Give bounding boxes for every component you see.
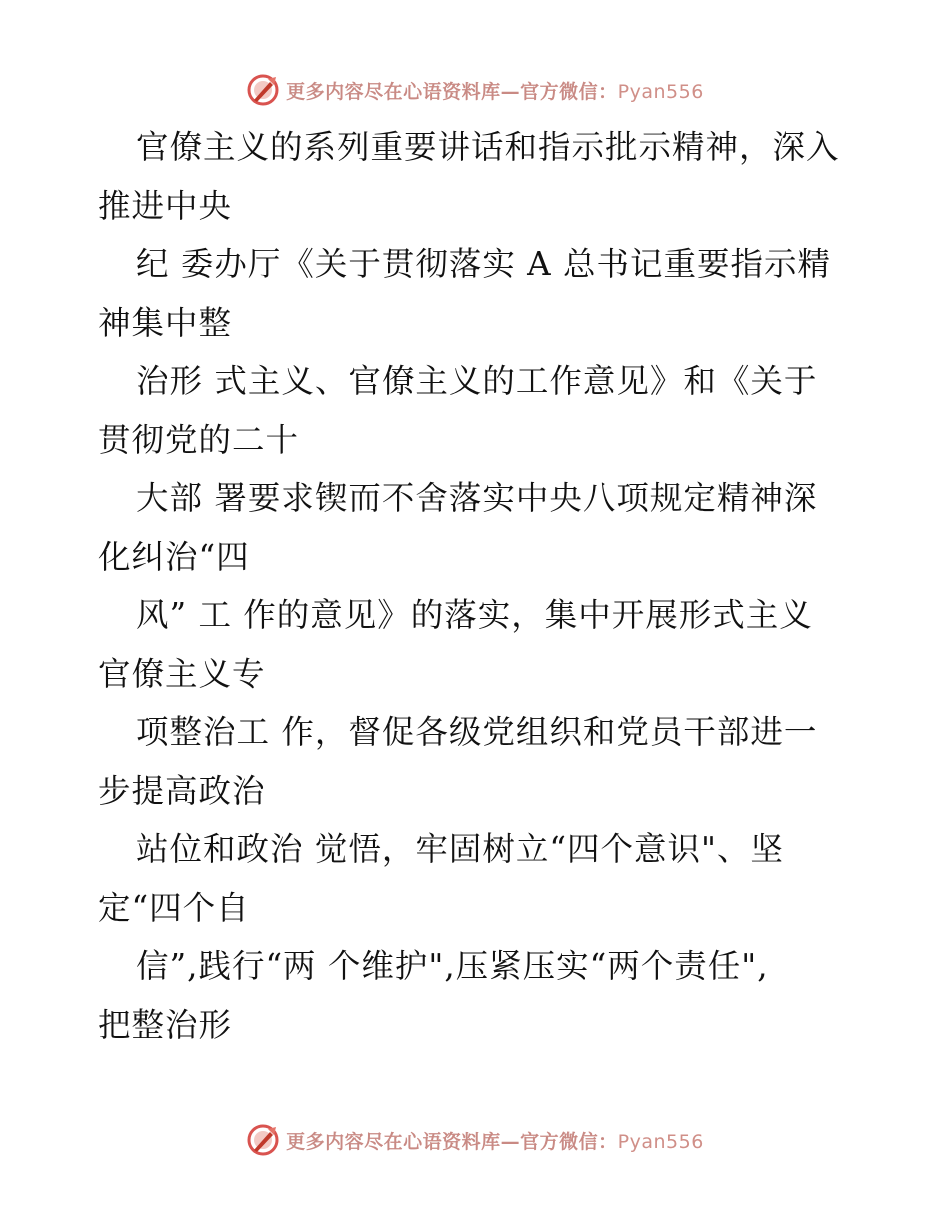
text-line: 大部 署要求锲而不舍落实中央八项规定精神深 xyxy=(136,479,818,517)
text-line: 把整治形 xyxy=(98,1005,233,1044)
text-line: 纪 委办厅《关于贯彻落实 A 总书记重要指示精 xyxy=(136,245,831,283)
text-line: 官僚主义专 xyxy=(98,654,266,693)
text-line: 贯彻党的二十 xyxy=(98,420,300,459)
footer-watermark xyxy=(0,1120,950,1160)
text-line: 步提高政治 xyxy=(98,771,266,810)
text-line: 治形 式主义、官僚主义的工作意见》和《关于 xyxy=(136,362,818,400)
watermark-text: 更多内容尽在心语资料库—官方微信：Pyan556 xyxy=(286,80,704,103)
text-line: 神集中整 xyxy=(98,303,233,342)
text-line: 信”,践行“两 个维护",压紧压实“两个责任", xyxy=(136,947,769,985)
quill-logo-icon xyxy=(246,1123,280,1157)
watermark-text: 更多内容尽在心语资料库—官方微信：Pyan556 xyxy=(286,1130,704,1153)
text-line: 化纠治“四 xyxy=(98,537,250,576)
document-body xyxy=(98,118,878,1054)
text-line: 定“四个自 xyxy=(98,888,250,927)
text-line: 官僚主义的系列重要讲话和指示批示精神，深入 xyxy=(136,128,840,166)
text-line: 推进中央 xyxy=(98,186,233,225)
text-line: 站位和政治 觉悟，牢固树立“四个意识"、坚 xyxy=(136,830,784,868)
header-watermark xyxy=(0,70,950,110)
text-line: 项整治工 作，督促各级党组织和党员干部进一 xyxy=(136,713,818,751)
quill-logo-icon xyxy=(246,73,280,107)
text-line: 风” 工 作的意见》的落实，集中开展形式主义 xyxy=(136,596,813,634)
